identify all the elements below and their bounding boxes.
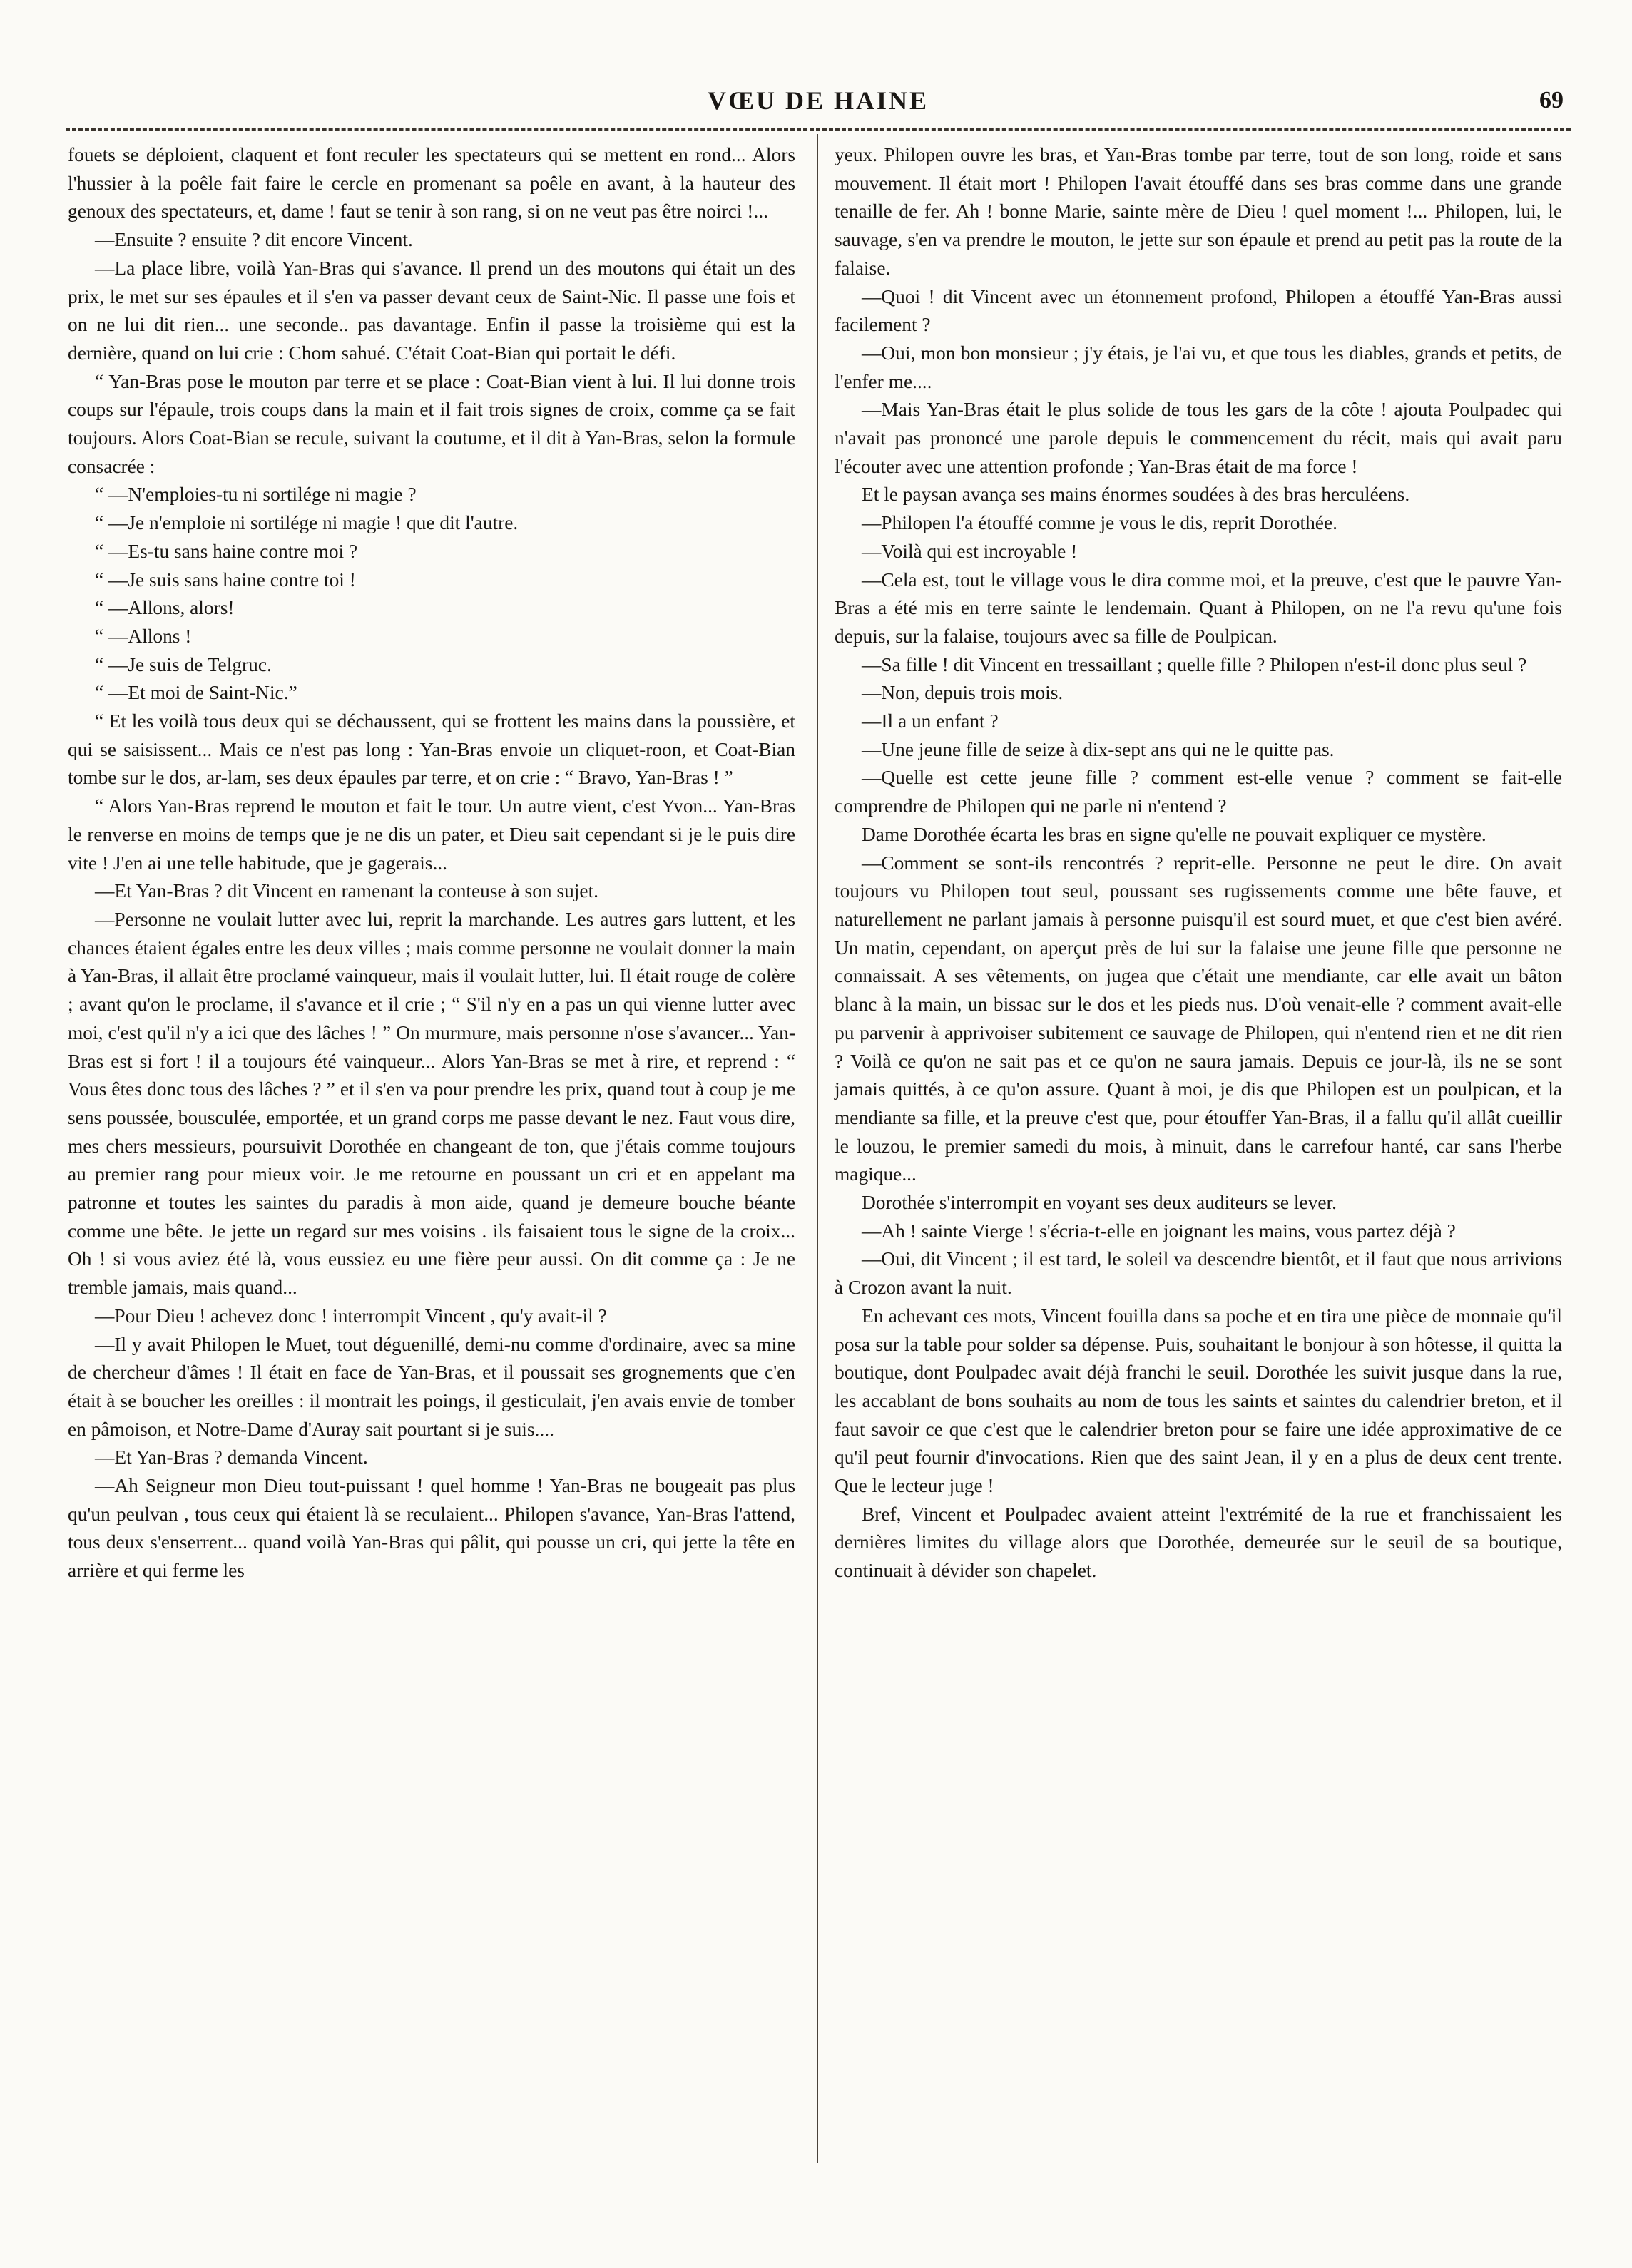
paragraph: “ Et les voilà tous deux qui se déchaussent, qui se frottent les mains dans la poussière, et qui se saisissent... Mais ce n'est pas long : Yan-Bras envoie un cliquet-roon, et Coat-Bian tombe sur le dos, ar-lam, ses deux épaules par terre, et on crie : “ Bravo, Yan-Bras ! ” bbox=[68, 710, 795, 789]
paragraph: —Mais Yan-Bras était le plus solide de tous les gars de la côte ! ajouta Poulpadec qui n'avait pas prononcé une parole depuis le commencement du récit, mais qui avait paru l'écouter avec une attention profonde ; Yan-Bras était de ma force ! bbox=[835, 399, 1562, 477]
paragraph: —Ensuite ? ensuite ? dit encore Vincent. bbox=[95, 229, 413, 251]
paragraph: Bref, Vincent et Poulpadec avaient atteint l'extrémité de la rue et franchissaient les dernières limites du village alors que Dorothée, demeurée sur le seuil de sa boutique, continuait à dévider son chapelet. bbox=[835, 1503, 1562, 1582]
paragraph: —Il y avait Philopen le Muet, tout déguenillé, demi-nu comme d'ordinaire, avec sa mine de chercheur d'âmes ! Il était en face de Yan-Bras, et il poussait ses grognements que c'en était à se boucher les oreilles : il montrait les poings, il gesticulait, j'en avais envie de tomber en pâmoison, et Notre-Dame d'Auray sait pourtant si je suis.... bbox=[68, 1333, 795, 1440]
paragraph: “ Alors Yan-Bras reprend le mouton et fait le tour. Un autre vient, c'est Yvon... Yan-Bras le renverse en moins de temps que je ne dis un pater, et Dieu sait cependant si je le puis dire vite ! J'en ai une telle habitude, que je gagerais... bbox=[68, 795, 795, 874]
dialogue-line: “ —Es-tu sans haine contre moi ? bbox=[95, 540, 358, 562]
column-divider bbox=[817, 134, 818, 2163]
page-number: 69 bbox=[1539, 87, 1564, 113]
paragraph: —Oui, dit Vincent ; il est tard, le soleil va descendre bientôt, et il faut que nous arrivions à Crozon avant la nuit. bbox=[835, 1248, 1562, 1299]
paragraph: —Sa fille ! dit Vincent en tressaillant ; quelle fille ? Philopen n'est-il donc plus seul ? bbox=[862, 653, 1527, 675]
page-header bbox=[66, 84, 1571, 127]
paragraph: —Non, depuis trois mois. bbox=[862, 682, 1064, 704]
dialogue-line: “ —Je n'emploie ni sortilége ni magie ! que dit l'autre. bbox=[95, 512, 519, 534]
paragraph: —Ah Seigneur mon Dieu tout-puissant ! quel homme ! Yan-Bras ne bougeait pas plus qu'un peulvan , tous ceux qui étaient là se reculaient... Philopen s'avance, Yan-Bras l'attend, tous deux s'enserrent... quand voilà Yan-Bras qui pâlit, qui pousse un cri, qui jette la tête en arrière et qui ferme les bbox=[68, 1475, 795, 1582]
header-rule bbox=[66, 128, 1571, 131]
dialogue-line: “ —Je suis de Telgruc. bbox=[95, 653, 272, 675]
paragraph: —La place libre, voilà Yan-Bras qui s'avance. Il prend un des moutons qui était un des prix, le met sur ses épaules et il s'en va passer devant ceux de Saint-Nic. Il passe une fois et on ne lui dit rien... une seconde.. pas davantage. Enfin il passe la troisième qui est la dernière, quand on lui crie : Chom sahué. C'était Coat-Bian qui portait le défi. bbox=[68, 257, 795, 364]
left-column bbox=[68, 141, 795, 1585]
paragraph: Dame Dorothée écarta les bras en signe qu'elle ne pouvait expliquer ce mystère. bbox=[862, 823, 1486, 845]
paragraph: —Voilà qui est incroyable ! bbox=[862, 540, 1078, 562]
right-column bbox=[835, 141, 1562, 1585]
paragraph: Et le paysan avança ses mains énormes soudées à des bras herculéens. bbox=[862, 484, 1410, 506]
paragraph: —Et Yan-Bras ? dit Vincent en ramenant la conteuse à son sujet. bbox=[95, 880, 599, 902]
paragraph: —Une jeune fille de seize à dix-sept ans qui ne le quitte pas. bbox=[862, 738, 1335, 760]
running-title: VŒU DE HAINE bbox=[707, 86, 929, 115]
dialogue-line: “ —Allons ! bbox=[95, 625, 192, 647]
paragraph: —Il a un enfant ? bbox=[862, 710, 999, 732]
paragraph: fouets se déploient, claquent et font reculer les spectateurs qui se mettent en rond... Alors l'hussier à la poêle fait faire le cercle en promenant sa poêle en avant, à la hauteur des genoux des spectateurs, et, dame ! faut se tenir à son rang, si on ne veut pas être noirci !... bbox=[68, 144, 795, 223]
paragraph: —Personne ne voulait lutter avec lui, reprit la marchande. Les autres gars luttent, et les chances étaient égales entre les deux villes ; mais comme personne ne voulait donner la main à Yan-Bras, il allait être proclamé vainqueur, mais il voulait lutter, lui. Il était rouge de colère ; avant qu'on le proclame, il s'avance et il crie ; “ S'il n'y en a pas un qui vienne lutter avec moi, c'est qu'il n'y a ici que des lâches ! ” On murmure, mais personne n'ose s'avancer... Yan-Bras est si fort ! il a toujours été vainqueur... Alors Yan-Bras se met à rire, et reprend : “ Vous êtes donc tous des lâches ? ” et il s'en va pour prendre les prix, quand tout à coup je me sens poussée, bousculée, emportée, et un grand corps me passe devant le nez. Faut vous dire, mes chers messieurs, poursuivit Dorothée en changeant de ton, que j'étais comme toujours au premier rang pour mieux voir. Je me retourne en poussant un cri et en appelant ma patronne et toutes les saintes du paradis à mon aide, quand je demeure bouche béante comme une bête. Je jette un regard sur mes voisins . ils faisaient tous le signe de la croix... Oh ! si vous aviez été là, vous eussiez eu une fière peur aussi. On dit comme ça : Je ne tremble jamais, mais quand... bbox=[68, 908, 795, 1299]
paragraph: —Comment se sont-ils rencontrés ? reprit-elle. Personne ne peut le dire. On avait toujours vu Philopen tout seul, poussant ses rugissements comme une bête fauve, et naturellement ne parlant jamais à personne puisqu'il est sourd muet, et que c'est bien avéré. Un matin, cependant, on aperçut près de lui sur la falaise une jeune fille que personne ne connaissait. A ses vêtements, on jugea que c'était une mendiante, car elle avait un bâton blanc à la main, un bissac sur le dos et les pieds nus. D'où venait-elle ? comment avait-elle pu parvenir à apprivoiser subitement ce sauvage de Philopen, qui n'entend rien et ne dit rien ? Voilà ce qu'on ne sait pas et ce qu'on ne saura jamais. Depuis ce jour-là, ils ne se sont jamais quittés, à ce qu'on assure. Quant à moi, je dis que Philopen est un poulpican, et la mendiante sa fille, et la preuve c'est que, pour étouffer Yan-Bras, il a fallu qu'il allât cueillir le louzou, le premier samedi du mois, à minuit, dans le carrefour hanté, car sans l'herbe magique... bbox=[835, 852, 1562, 1185]
dialogue-line: “ —Allons, alors! bbox=[95, 597, 235, 619]
paragraph: —Quoi ! dit Vincent avec un étonnement profond, Philopen a étouffé Yan-Bras aussi facilement ? bbox=[835, 285, 1562, 336]
paragraph: yeux. Philopen ouvre les bras, et Yan-Bras tombe par terre, tout de son long, roide et sans mouvement. Il était mort ! Philopen l'avait étouffé dans ses bras comme dans une grande tenaille de fer. Ah ! bonne Marie, sainte mère de Dieu ! quel moment !... Philopen, lui, le sauvage, s'en va prendre le mouton, le jette sur son épaule et prend au petit pas la route de la falaise. bbox=[835, 144, 1562, 279]
paragraph: —Oui, mon bon monsieur ; j'y étais, je l'ai vu, et que tous les diables, grands et petits, de l'enfer me.... bbox=[835, 342, 1562, 392]
paragraph: —Pour Dieu ! achevez donc ! interrompit Vincent , qu'y avait-il ? bbox=[95, 1304, 607, 1327]
paragraph: Dorothée s'interrompit en voyant ses deux auditeurs se lever. bbox=[862, 1192, 1337, 1214]
paragraph: —Philopen l'a étouffé comme je vous le dis, reprit Dorothée. bbox=[862, 512, 1337, 534]
paragraph: En achevant ces mots, Vincent fouilla dans sa poche et en tira une pièce de monnaie qu'il posa sur la table pour solder sa dépense. Puis, souhaitant le bonjour à son hôtesse, il quitta la boutique, dont Poulpadec avait déjà franchi le seuil. Dorothée les suivit jusque dans la rue, les accablant de bons souhaits au nom de tous les saints et saintes du calendrier breton, et il faut savoir ce que c'est que le calendrier breton pour se faire une idée approximative de ce qu'il peut fournir d'invocations. Rien que des saint Jean, il y en a plus de deux cent trente. Que le lecteur juge ! bbox=[835, 1304, 1562, 1497]
paragraph: —Et Yan-Bras ? demanda Vincent. bbox=[95, 1446, 368, 1468]
paragraph: “ Yan-Bras pose le mouton par terre et se place : Coat-Bian vient à lui. Il lui donne trois coups sur l'épaule, trois coups dans la main et il fait trois signes de croix, comme ça se fait toujours. Alors Coat-Bian se recule, suivant la coutume, et il dit à Yan-Bras, selon la formule consacrée : bbox=[68, 370, 795, 477]
paragraph: —Cela est, tout le village vous le dira comme moi, et la preuve, c'est que le pauvre Yan-Bras a été mis en terre sainte le lendemain. Quant à Philopen, on ne l'a revu qu'une fois depuis, sur la falaise, toujours avec sa fille de Poulpican. bbox=[835, 568, 1562, 647]
dialogue-line: “ —Et moi de Saint-Nic.” bbox=[95, 682, 297, 704]
paragraph: —Ah ! sainte Vierge ! s'écria-t-elle en joignant les mains, vous partez déjà ? bbox=[862, 1220, 1456, 1242]
dialogue-line: “ —N'emploies-tu ni sortilége ni magie ? bbox=[95, 484, 417, 506]
dialogue-line: “ —Je suis sans haine contre toi ! bbox=[95, 568, 356, 591]
paragraph: —Quelle est cette jeune fille ? comment est-elle venue ? comment se fait-elle comprendre de Philopen qui ne parle ni n'entend ? bbox=[835, 767, 1562, 817]
